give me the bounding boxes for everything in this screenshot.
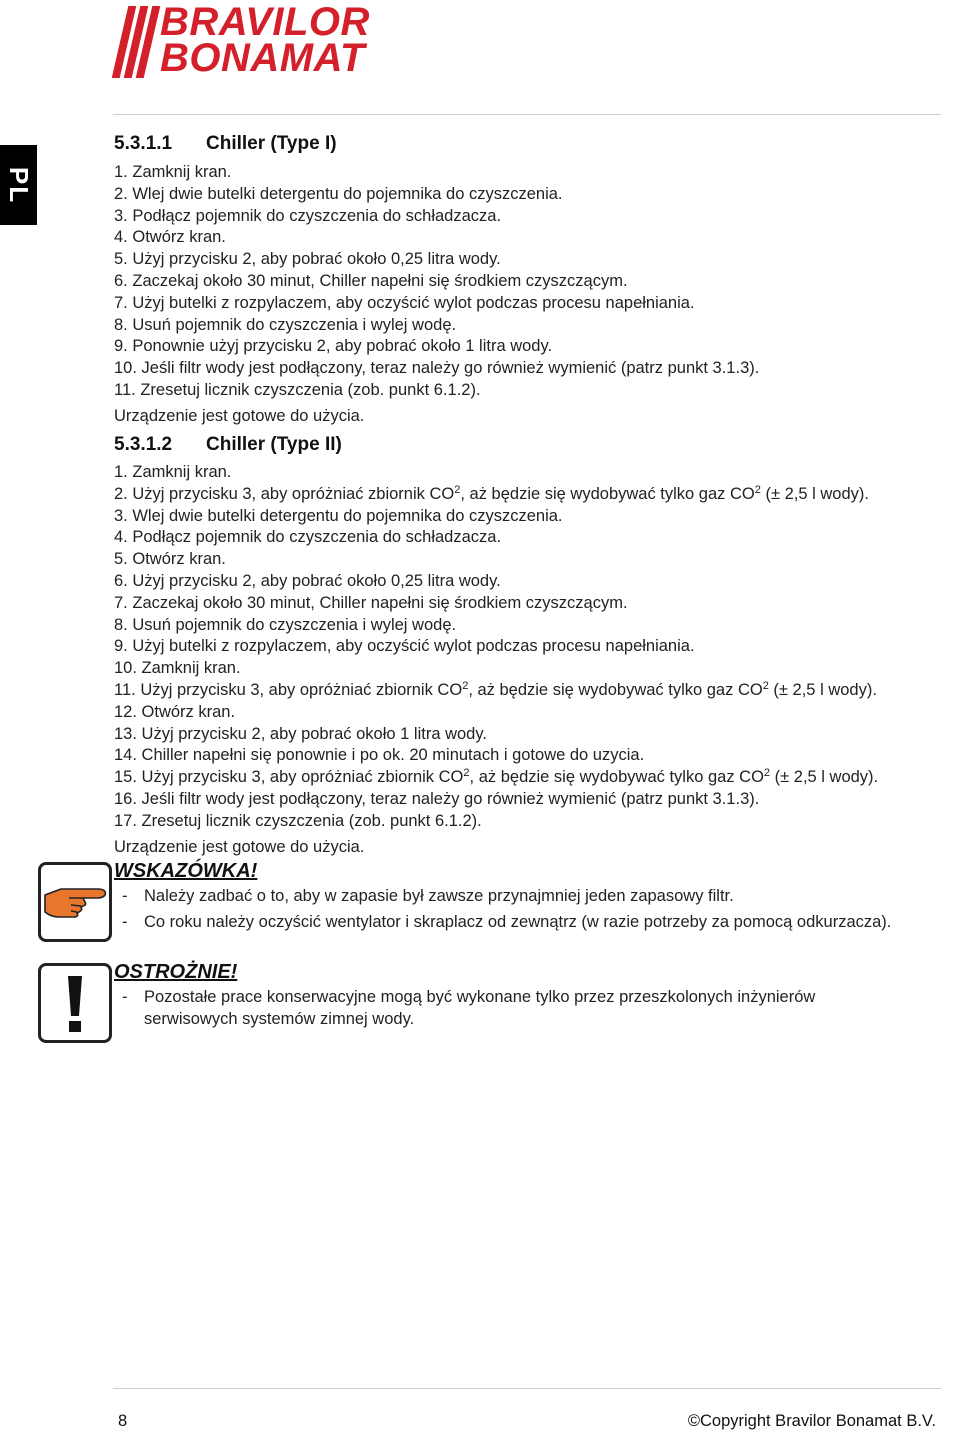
step-item [114,271,759,293]
step-item [114,789,878,811]
step-item [114,702,878,724]
step-text: Podłącz pojemnik do czyszczenia do schładzacza. [132,528,502,547]
step-text: Zresetuj licznik czyszczenia (zob. punkt 6.1.2). [141,811,482,830]
step-text: Użyj przycisku 2, aby pobrać około 0,25 litra wody. [132,571,501,590]
step-number: 3. [114,206,128,225]
step-number: 17. [114,811,137,830]
step-number: 13. [114,724,137,743]
step-text: Zresetuj licznik czyszczenia (zob. punkt 6.1.2). [140,380,481,399]
step-item [114,184,759,206]
copyright: ©Copyright Bravilor Bonamat B.V. [687,1412,936,1430]
step-text: Chiller napełni się ponownie i po ok. 20 minutach i gotowe do uzycia. [141,746,645,765]
step-number: 9. [114,337,128,356]
step-item [114,615,878,637]
step-text: Użyj przycisku 2, aby pobrać około 1 litra wody. [141,724,487,743]
caution-item [114,987,894,1031]
step-number: 2. [114,184,128,203]
tip-item-text: Co roku należy oczyścić wentylator i skraplacz od zewnątrz (w razie potrzeby za pomocą odkurzacza). [144,912,892,931]
step-item [114,593,878,615]
step-text: Podłącz pojemnik do czyszczenia do schładzacza. [132,206,502,225]
step-item [114,549,878,571]
step-item [114,745,878,767]
step-number: 6. [114,571,128,590]
step-text: Zaczekaj około 30 minut, Chiller napełni się środkiem czyszczącym. [132,271,628,290]
step-text: Usuń pojemnik do czyszczenia i wylej wodę. [132,315,457,334]
step-item [114,767,878,789]
step-number: 6. [114,271,128,290]
caution-title: OSTROŻNIE! [114,961,238,983]
step-item [114,380,759,402]
section-title: Chiller (Type I) [206,133,337,154]
step-number: 9. [114,637,128,656]
step-item [114,227,759,249]
step-item [114,315,759,337]
step-number: 14. [114,746,137,765]
bullet-dash: - [122,988,128,1006]
step-number: 7. [114,593,128,612]
exclamation-icon [41,966,109,1040]
step-item [114,571,878,593]
bullet-dash: - [122,912,128,931]
step-text: Użyj przycisku 2, aby pobrać około 0,25 litra wody. [132,250,501,269]
step-number: 11. [114,380,136,399]
caution-icon-box [38,963,112,1043]
step-text: Zamknij kran. [132,463,232,481]
step-number: 16. [114,789,137,808]
step-number: 2. [114,484,128,503]
step-text: Użyj przycisku 3, aby opróżniać zbiornik CO [141,768,464,787]
step-item [114,358,759,380]
step-number: 4. [114,528,128,547]
tip-item [114,912,894,934]
step-item [114,206,759,228]
logo-line-2: BONAMAT [160,36,365,80]
step-item [114,636,878,658]
step-number: 4. [114,228,128,247]
step-item [114,162,759,184]
bullet-dash: - [122,887,128,905]
section-heading-2 [114,434,342,456]
section-title: Chiller (Type II) [206,434,342,455]
step-text: (± 2,5 l wody). [770,768,879,787]
subscript-2: 2 [763,767,771,780]
step-number: 7. [114,293,128,312]
brand-logo [112,2,412,80]
step-item [114,724,878,746]
step-text: Jeśli filtr wody jest podłączony, teraz należy go również wymienić (patrz punkt 3.1.3). [141,789,760,808]
bottom-divider [113,1388,941,1389]
step-item [114,462,878,484]
step-item [114,336,759,358]
step-text: Zamknij kran. [141,659,241,678]
language-label: PL [4,166,35,204]
step-number: 5. [114,250,128,269]
step-number: 1. [114,463,128,481]
step-text: Użyj przycisku 3, aby opróżniać zbiornik CO [140,680,463,699]
step-item [114,527,878,549]
step-text: Użyj butelki z rozpylaczem, aby oczyścić wylot podczas procesu napełniania. [132,293,695,312]
step-text: Otwórz kran. [132,228,226,247]
step-item [114,506,878,528]
step-item [114,293,759,315]
logo-line-1: BRAVILOR [160,0,370,44]
subscript-2: 2 [762,679,769,692]
section-heading-1 [114,133,337,155]
section-number: 5.3.1.1 [114,133,173,154]
step-text: Zamknij kran. [132,163,232,181]
step-item [114,658,878,680]
step-number: 12. [114,702,137,721]
step-text: (± 2,5 l wody). [768,680,877,699]
steps-list-1 [114,162,759,402]
step-text: , aż będzie się wydobywać tylko gaz CO [468,680,763,699]
step-number: 5. [114,550,128,569]
step-text: Usuń pojemnik do czyszczenia i wylej wodę. [132,615,457,634]
subscript-2: 2 [754,483,761,496]
step-number: 11. [114,680,136,699]
step-text: Wlej dwie butelki detergentu do pojemnika do czyszczenia. [132,184,563,203]
step-text: , aż będzie się wydobywać tylko gaz CO [460,484,755,503]
ready-text-1: Urządzenie jest gotowe do użycia. [114,407,365,425]
ready-text-2: Urządzenie jest gotowe do użycia. [114,838,365,856]
step-text: Wlej dwie butelki detergentu do pojemnika do czyszczenia. [132,506,563,525]
tip-icon-box [38,862,112,942]
step-text: , aż będzie się wydobywać tylko gaz CO [469,768,764,787]
subscript-2: 2 [463,767,470,780]
page-number: 8 [118,1412,128,1430]
step-item [114,484,878,506]
step-item [114,249,759,271]
subscript-2: 2 [462,679,469,692]
step-text: Użyj przycisku 3, aby opróżniać zbiornik CO [132,484,455,503]
pointing-hand-icon [41,865,109,939]
step-number: 8. [114,315,128,334]
step-number: 10. [114,659,137,678]
tip-item-text: Należy zadbać o to, aby w zapasie był zawsze przynajmniej jeden zapasowy filtr. [144,887,734,905]
step-text: Jeśli filtr wody jest podłączony, teraz należy go również wymienić (patrz punkt 3.1.3). [141,359,760,378]
top-divider [113,114,941,115]
tip-title: WSKAZÓWKA! [114,860,258,882]
language-tab [0,145,37,225]
step-number: 10. [114,359,137,378]
step-text: Otwórz kran. [132,550,226,569]
step-text: Ponownie użyj przycisku 2, aby pobrać około 1 litra wody. [132,337,553,356]
steps-list-2 [114,462,878,833]
tip-list [114,886,894,938]
step-item [114,811,878,833]
step-number: 15. [114,768,137,787]
caution-list [114,987,894,1035]
subscript-2: 2 [454,483,461,496]
step-text: Użyj butelki z rozpylaczem, aby oczyścić wylot podczas procesu napełniania. [132,637,695,656]
step-text: Otwórz kran. [141,702,236,721]
step-text: (± 2,5 l wody). [760,484,869,503]
step-number: 3. [114,506,128,525]
step-item [114,680,878,702]
step-number: 8. [114,615,128,634]
step-text: Zaczekaj około 30 minut, Chiller napełni się środkiem czyszczącym. [132,593,628,612]
tip-item [114,886,894,908]
step-number: 1. [114,163,128,181]
section-number: 5.3.1.2 [114,434,173,455]
caution-item-text: Pozostałe prace konserwacyjne mogą być wykonane tylko przez przeszkolonych inżynierów serwisowych systemów zimnej wody. [144,988,816,1028]
